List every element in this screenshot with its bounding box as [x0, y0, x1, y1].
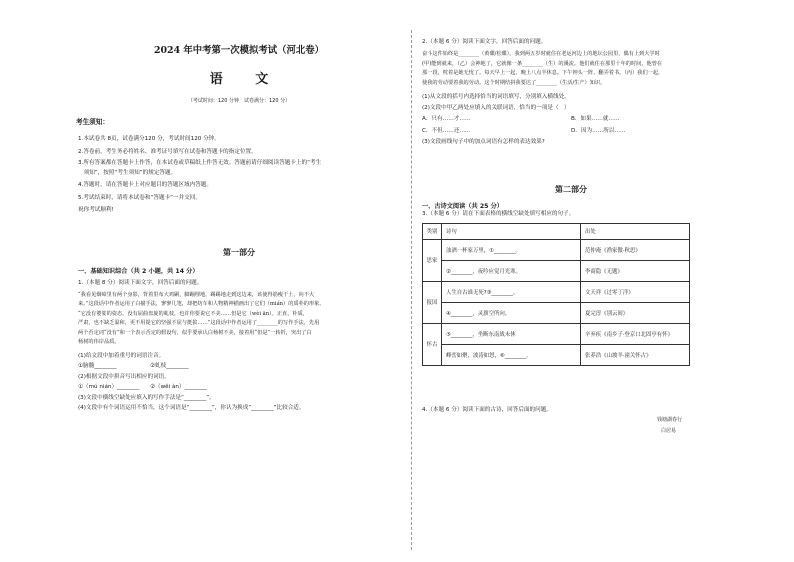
q2-options-row2 — [422, 125, 720, 137]
table-row — [423, 323, 690, 344]
subject-title: 语 文 — [209, 72, 283, 87]
part2-section: 一、古诗文阅读（共 25 分） — [422, 202, 503, 210]
table-header-row — [423, 223, 690, 239]
header-source: 出处 — [581, 223, 690, 239]
passage-line: 严肃，也不缺乏温和，更不用提它的坚强不屈与挺拔……”这段话中作者运用了________的写作手法，先用 — [78, 320, 320, 327]
right-column — [422, 38, 720, 437]
q1-sub1: (1)给文段中加着重号的词语注音。 — [78, 352, 165, 359]
blank-nao-sui[interactable]: ①脑髓________ — [78, 363, 117, 370]
verse-cell[interactable]: ④________，灵旗空所向。 — [442, 302, 581, 323]
table-row — [423, 281, 690, 302]
notice-item: 3.所有答案都在答题卡上作答，在本试卷或草稿纸上作答无效。答题前请仔细阅读答题卡上的“考生 — [78, 160, 322, 167]
passage-line: 两个否定词“没有”和一个表示否定的假设句，似乎要承认白杨树不美，接着用“但是”一转折，突出了白 — [78, 329, 312, 336]
verse-cell[interactable]: ⑤________，坐断东南战未休 — [442, 323, 581, 344]
notice-item: 5.考试结束时，请将本试卷和“答题卡”一并交回。 — [78, 194, 202, 201]
exam-title: 2024 年中考第一次模拟考试（河北卷） — [154, 45, 324, 56]
q1-sub2-blanks — [78, 382, 400, 393]
q1-sub1-blanks — [78, 361, 400, 372]
option-c[interactable]: C．不但……还…… — [422, 128, 471, 134]
table-row — [423, 302, 690, 323]
q4-intro: 4.（本题 6 分）阅读下面的古诗，回答后面的问题。 — [422, 406, 552, 413]
q2-sub2: (2)文段中甲乙两处应填入的关联词语，恰当的一项是（ ） — [422, 104, 570, 111]
table-row — [423, 260, 690, 281]
category-cell: 怀古 — [423, 323, 442, 365]
q2-sub3: (3)文段画线句子中的加点词语有怎样的表达效果? — [422, 139, 545, 145]
option-d[interactable]: D．因为……所以…… — [571, 128, 626, 134]
poem-title: 钱塘湖春行 — [656, 416, 682, 423]
passage-line: 使我的劳动要着我的劳动。这个时期结拼我要达了________（生活/生产）知识。 — [422, 79, 606, 86]
q2-passage — [422, 50, 720, 88]
left-column — [78, 38, 400, 414]
q2-intro: 2.（本题 6 分）阅读下面文字，回答后面的问题。 — [422, 39, 547, 45]
option-a[interactable]: A．只有……才…… — [422, 116, 471, 122]
header-category: 类别 — [423, 223, 442, 239]
source-cell: 张养浩《山坡羊·潼关怀古》 — [581, 344, 690, 365]
notice-list — [78, 133, 400, 217]
notice-heading: 考生须知： — [76, 118, 109, 126]
source-cell: 李商隐《无题》 — [581, 260, 690, 281]
table-row — [423, 344, 690, 365]
q2-options-row1 — [422, 113, 720, 125]
passage-line: “我看见烟瘴里有两个身影，背着里布大鸡嗣，脚蹦埋地，踢踢地走到这边来，该使得筋瘦干土，向不大 — [78, 291, 315, 298]
category-cell: 报国 — [423, 281, 442, 323]
header-verse: 诗句 — [442, 223, 581, 239]
blank-mu-nian[interactable]: ①（mú nián）________ — [78, 384, 140, 391]
verse-cell[interactable]: 浊酒一杯家万里，①________。 — [442, 239, 581, 260]
passage-line: 奋斗这件始终是________（黄碟/松碟）。我到两五岁时就住在老运河边上的地坛公园里，偶有上到大学时 — [422, 51, 660, 57]
source-cell: 范仲淹《渔家傲·秋思》 — [581, 239, 690, 260]
notice-item: 1.本试卷共 8页，试卷满分120 分，考试时间120 分钟。 — [78, 136, 220, 142]
blank-wei-an[interactable]: ②（wěi àn）________ — [150, 384, 207, 391]
part1-title: 第一部分 — [223, 247, 255, 257]
option-b[interactable]: B．如果……就…… — [571, 116, 620, 122]
q1-sub2: (2)根据文段中拼音写出相应的词语。 — [78, 373, 170, 380]
verse-cell[interactable]: ②________，夜吟应觉月光寒。 — [442, 260, 581, 281]
q2-sub1: (1)从文段的括号内选择恰当的词语填写，分别填入横线处。 — [422, 94, 570, 100]
category-cell: 思家 — [423, 239, 442, 281]
exam-meta: （考试时间：120 分钟 试卷满分：120 分） — [187, 98, 291, 104]
column-divider — [411, 30, 412, 550]
verse-cell[interactable]: 峰峦如聚，波涛如怒，⑥________。 — [442, 344, 581, 365]
verse-cell[interactable]: 人生自古谁无死?③________。 — [442, 281, 581, 302]
passage-line: 来。”这段话中作者运用了白描手法，寥寥几笔，却把纺车和人物精神描画出了它们（mián）的质朴的形象。 — [78, 301, 325, 308]
poem-author: 白居易 — [660, 427, 676, 434]
q3-intro: 3.（本题 6 分）请在下面表格的横线空缺处填写相应的句子。 — [422, 210, 575, 217]
source-cell: 辛弃疾《南乡子·登京口北固亭有怀》 — [581, 323, 690, 344]
passage-line: (甲)能到就来，（乙）会神地了，它就像一条________（生）的溪流。他们就住在那里十年的时间，他曾在 — [422, 60, 663, 67]
table-row — [423, 239, 690, 260]
notice-item: 4.答题时，请在答题卡上对应题目的答题区域内答题。 — [78, 182, 212, 189]
notice-item: 2.答卷前，考生务必将姓名、准考证号填写在试卷和答题卡的指定位置。 — [78, 148, 257, 155]
notice-item: 须知”，按照“考生须知”的规定答题。 — [78, 170, 177, 177]
blank-qiu-zhi[interactable]: ②虬枝________ — [150, 363, 189, 370]
passage-line: 杨树的伟岸品质。 — [78, 339, 120, 346]
part2-title: 第二部分 — [555, 184, 587, 194]
poem-table — [422, 223, 690, 366]
q1-sub3[interactable]: (3)文段中横线空缺处应填入的写作手法是“________”。 — [78, 394, 215, 401]
q1-passage — [78, 291, 400, 348]
source-cell: 夏完淳《别云间》 — [581, 302, 690, 323]
part1-section: 一、基础知识综合（共 2 小题，共 14 分） — [78, 267, 199, 275]
notice-item: 祝你考试顺利! — [78, 207, 114, 214]
passage-line: 那一段，枕着是她无忧了。每天早上一起，晚上八点半休息。下午钟头一阵，翻弄着书。（丙）我们一起， — [422, 70, 664, 76]
q1-intro: 1.（本题 8 分）阅读下面文字，回答后面的问题。 — [78, 279, 203, 286]
source-cell: 文天祥《过零丁洋》 — [581, 281, 690, 302]
q1-sub4[interactable]: (4)文段中有个词语运用不恰当，这个词语是“________”，你认为换成“________”比较合适。 — [78, 405, 305, 412]
passage-line: “它没有婆娑的姿态，没有屈曲盘旋的虬枝，也许你要说它不美……但是它（wèi ān）。正直，朴质， — [78, 310, 308, 317]
